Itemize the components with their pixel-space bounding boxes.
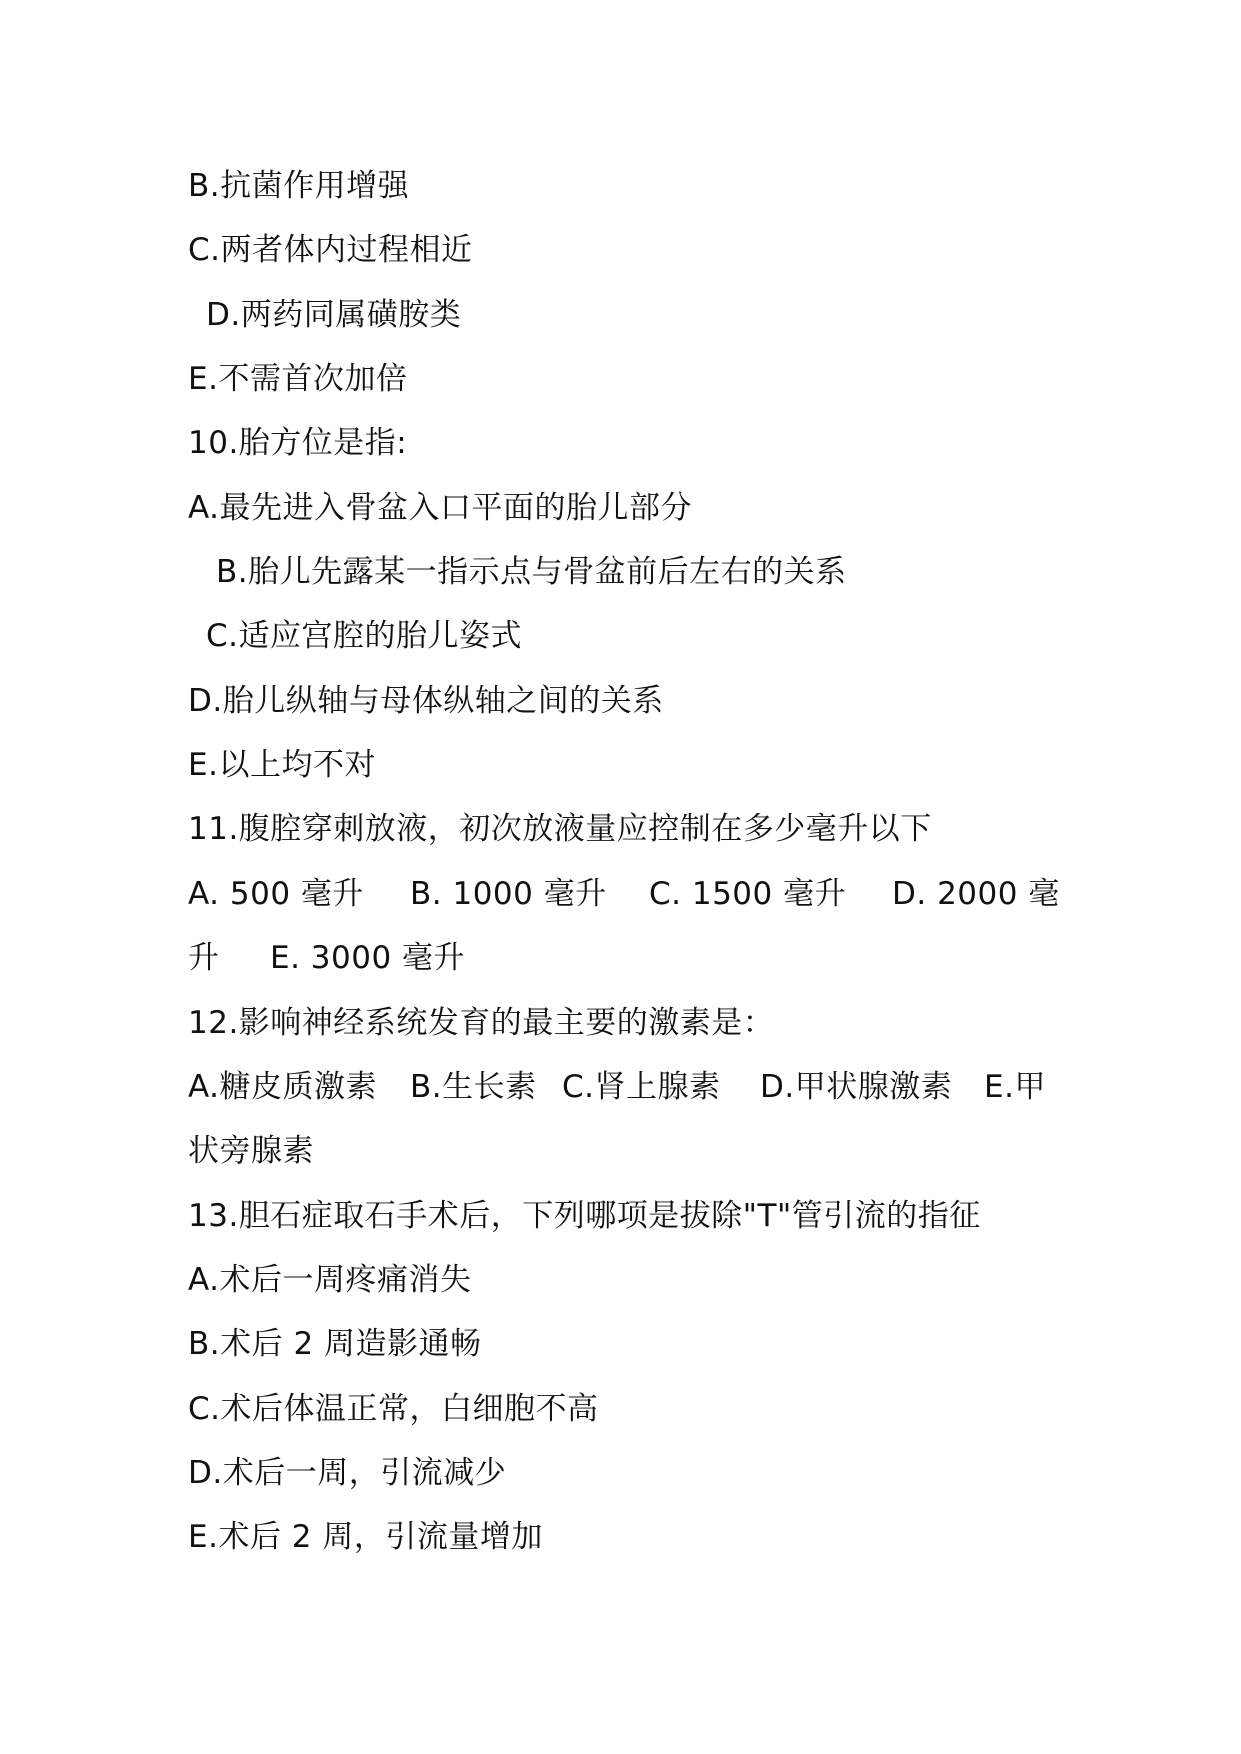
- q9-option-d: D.两药同属磺胺类: [206, 297, 462, 333]
- q11-options-row: [188, 874, 1060, 914]
- q12-options-row: [188, 1067, 1046, 1107]
- q12-option-e: E.甲: [984, 1069, 1046, 1105]
- q11-option-a: A. 500 毫升: [188, 876, 364, 912]
- q9-option-c: C.两者体内过程相近: [188, 232, 473, 268]
- q12-option-d: D.甲状腺激素: [760, 1069, 953, 1105]
- q9-option-b: B.抗菌作用增强: [188, 168, 410, 204]
- q10-option-e: E.以上均不对: [188, 747, 376, 783]
- q11-question: 11.腹腔穿刺放液，初次放液量应控制在多少毫升以下: [188, 811, 932, 847]
- q12-option-c: C.肾上腺素: [562, 1069, 721, 1105]
- q11-option-c: C. 1500 毫升: [649, 876, 847, 912]
- q11-option-d: D. 2000 毫: [892, 876, 1060, 912]
- q10-option-a: A.最先进入骨盆入口平面的胎儿部分: [188, 490, 693, 526]
- q13-option-a: A.术后一周疼痛消失: [188, 1262, 472, 1298]
- q12-question: 12.影响神经系统发育的最主要的激素是：: [188, 1005, 775, 1041]
- q11-option-e: E. 3000 毫升: [270, 940, 466, 976]
- q9-option-e: E.不需首次加倍: [188, 361, 408, 397]
- q13-question: 13.胆石症取石手术后，下列哪项是拔除"T"管引流的指征: [188, 1198, 981, 1234]
- q13-option-c: C.术后体温正常，白细胞不高: [188, 1391, 599, 1427]
- q12-option-e-cont: 状旁腺素: [188, 1133, 314, 1169]
- q11-options-row-2: [188, 938, 465, 978]
- q10-option-d: D.胎儿纵轴与母体纵轴之间的关系: [188, 683, 664, 719]
- q13-option-b: B.术后 2 周造影通畅: [188, 1326, 482, 1362]
- q10-question: 10.胎方位是指:: [188, 425, 408, 461]
- q12-option-b: B.生长素: [410, 1069, 537, 1105]
- q13-option-e: E.术后 2 周，引流量增加: [188, 1519, 543, 1555]
- q13-option-d: D.术后一周，引流减少: [188, 1455, 507, 1491]
- q11-option-d-cont: 升: [188, 940, 220, 976]
- q11-option-b: B. 1000 毫升: [410, 876, 607, 912]
- q12-option-a: A.糖皮质激素: [188, 1069, 378, 1105]
- q10-option-b: B.胎儿先露某一指示点与骨盆前后左右的关系: [216, 554, 847, 590]
- q10-option-c: C.适应宫腔的胎儿姿式: [206, 618, 522, 654]
